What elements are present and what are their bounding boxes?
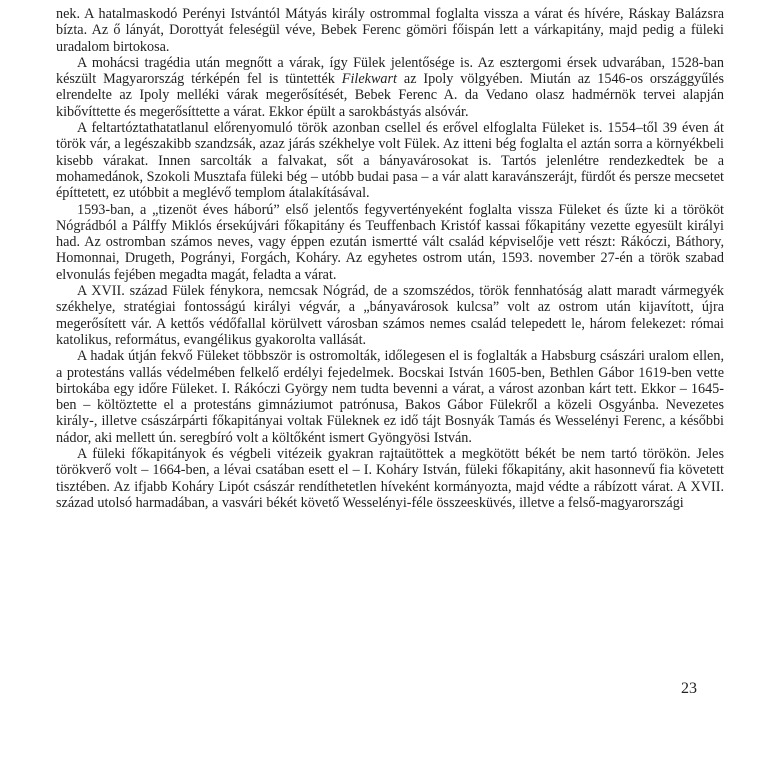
paragraph xyxy=(56,446,724,511)
paragraph xyxy=(56,348,724,446)
text-run: A hadak útján fekvő Füleket többször is ostromolták, időlegesen el is foglalták a Habsburg császári uralom ellen, a protestáns vallás védelmében felkelő erdélyi fejedelmek. Bocskai István 1605-ben, Bethlen Gábor 1619-ben vette birtokába egy időre Füleket. I. Rákóczi György nem tudta bevenni a várat, a várost azonban kárt tett. Ekkor – 1645-ben – költöztette el a protestáns gimnáziumot patrónusa, Bakos Gábor Fülekről a közeli Osgyánba. Nevezetes király-, illetve császárpárti főkapitányai voltak Füleknek ez idő tájt Bosnyák Tamás és Wesselényi Ferenc, a későbbi nádor, aki mellett ún. seregbíró volt a költőként ismert Gyöngyösi István. xyxy=(56,348,724,446)
paragraph xyxy=(56,202,724,283)
page-number: 23 xyxy=(681,680,697,697)
paragraph xyxy=(56,6,724,55)
text-run: nek. A hatalmaskodó Perényi Istvántól Mátyás király ostrommal foglalta vissza a várat és hívére, Ráskay Balázsra bízta. Az ő lányát, Dorottyát feleségül véve, Bebek Ferenc gömöri főispán lett a várkapitány, majd pedig a füleki uradalom birtokosa. xyxy=(56,6,724,55)
text-run: A mohácsi tragédia után megnőtt a várak, így Fülek jelentősége is. Az esztergomi érsek udvarában, 1528-ban készült Magyarország térképén fel is tüntették xyxy=(56,54,724,88)
text-run: az Ipoly völgyében. Miután az 1546-os országgyűlés elrendelte az Ipoly melléki várak megerősítését, Bebek Ferenc A. da Vedano olasz hadmérnök tervei alapján kibővíttette és megerősíttette a várat. Ekkor épült a sarokbástyás alsóvár. xyxy=(56,71,724,120)
italic-term: Filekwart xyxy=(341,71,397,88)
paragraph xyxy=(56,55,724,120)
text-run: 1593-ban, a „tizenöt éves háború” első jelentős fegyvertényeként foglalta vissza Füleket és űzte ki a törököt Nógrádból a Pálffy Miklós érsekújvári főkapitány és Teuffenbach Kristóf kassai főkapitány vezette egyesült királyi had. Az ostromban számos neves, vagy éppen ezután ismertté vált család képviselője vett részt: Rákóczi, Báthory, Homonnai, Drugeth, Pogrányi, Forgách, Koháry. Az egyhetes ostrom után, 1593. november 27-én a török szabad elvonulás fejében megadta magát, feladta a várat. xyxy=(56,201,724,283)
paragraph xyxy=(56,283,724,348)
text-run: A füleki főkapitányok és végbeli vitézeik gyakran rajtaütöttek a megkötött békét be nem tartó törökön. Jeles törökverő volt – 1664-ben, a lévai csatában esett el – I. Koháry István, füleki főkapitány, akit hasonnevű fia követett tisztében. Az ifjabb Koháry Lipót császár rendíthetetlen híveként kormányozta, majd védte a rábízott várat. A XVII. század utolsó harmadában, a vasvári békét követő Wesselényi-féle összeesküvés, illetve a felső-magyarországi xyxy=(56,446,724,511)
text-run: A XVII. század Fülek fénykora, nemcsak Nógrád, de a szomszédos, török fennhatóság alatt maradt vármegyék székhelye, stratégiai fontosságú királyi végvár, a „bányavárosok kulcsa” volt az ostrom után kijavított, újra megerősített vár. A kettős védőfallal körülvett városban számos nemes család telepedett le, három felekezet: római katolikus, református, evangélikus gyakorolta vallását. xyxy=(56,283,724,348)
paragraph xyxy=(56,120,724,201)
page-body xyxy=(56,6,724,511)
text-run: A feltartóztathatatlanul előrenyomuló török azonban csellel és erővel elfoglalta Füleket is. 1554–től 39 éven át török vár, a legészakibb szandzsák, azaz járás székhelye volt Fülek. Az itteni bég foglalta el aztán sorra a környékbeli kisebb várakat. Innen sarcolták a falvakat, sőt a bányavárosokat is. Tartós jelenlétre rendezkedtek be a mohamedánok, Szokoli Musztafa füleki bég – utóbb budai pasa – a vár alatt karavánszerájt, fürdőt és persze mecsetet építtetett, ez utóbbit a meglévő templom átalakításával. xyxy=(56,120,724,202)
